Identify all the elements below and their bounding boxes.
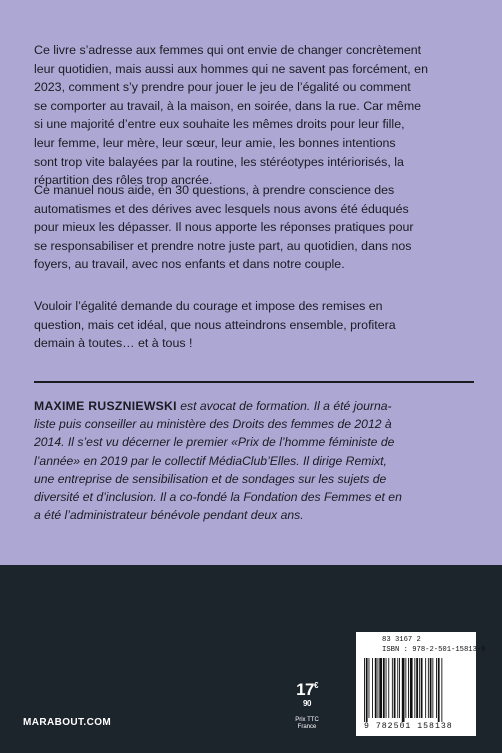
publisher-logo: MARABOUT.COM bbox=[23, 717, 112, 728]
price-value bbox=[290, 681, 324, 717]
barcode-bar bbox=[388, 658, 389, 718]
price-tag bbox=[290, 680, 324, 730]
blurb-paragraph-1 bbox=[34, 41, 474, 190]
blurb-line: foyers, au travail, avec nos enfants et dans notre couple. bbox=[34, 257, 345, 272]
author-name: MAXIME RUSZNIEWSKI bbox=[34, 399, 177, 413]
author-bio bbox=[34, 397, 474, 524]
barcode-bar bbox=[394, 658, 396, 718]
price-euros: 17 bbox=[296, 680, 314, 699]
barcode-bar bbox=[378, 658, 379, 718]
bio-line: 2014. Il s’est vu décerner le premier «Prix de l’homme féministe de bbox=[34, 435, 395, 450]
bio-line: une entreprise de sensibilisation et de sondages sur les sujets de bbox=[34, 471, 387, 486]
barcode-bar bbox=[397, 658, 398, 718]
barcode-bar bbox=[392, 658, 393, 718]
barcode-bar bbox=[438, 658, 440, 722]
barcode-bar bbox=[410, 658, 413, 718]
blurb-line: pour mieux les dépasser. Il nous apporte les réponses pratiques pour bbox=[34, 220, 414, 235]
barcode-bar bbox=[416, 658, 418, 718]
barcode-bar bbox=[421, 658, 423, 718]
barcode-bar bbox=[364, 658, 365, 722]
price-cents: 90 bbox=[303, 699, 311, 708]
blurb-line: Ce manuel nous aide, en 30 questions, à prendre conscience des bbox=[34, 183, 395, 197]
barcode-bar bbox=[386, 658, 387, 718]
barcode-bar bbox=[432, 658, 433, 718]
isbn-number: ISBN : 978-2-501-15813-8 bbox=[382, 646, 486, 654]
blurb-paragraph-3 bbox=[34, 297, 474, 353]
barcode-bar bbox=[402, 658, 405, 722]
blurb-line: leur quotidien, mais aussi aux hommes qui ne savent pas forcément, en bbox=[34, 61, 428, 76]
blurb-line: se responsabiliser et prendre notre juste part, au quotidien, dans nos bbox=[34, 238, 412, 253]
isbn-block bbox=[356, 632, 486, 736]
barcode-bar bbox=[405, 658, 406, 718]
isbn-reference: 83 3167 2 bbox=[382, 636, 421, 644]
price-label-country: France bbox=[297, 724, 317, 730]
barcode-bar bbox=[366, 658, 368, 722]
barcode-bar bbox=[399, 658, 400, 718]
barcode-bar bbox=[379, 658, 382, 718]
bio-line: diversité et d’inclusion. Il a co-fondé la Fondation des Femmes et en bbox=[34, 490, 402, 505]
barcode-bar bbox=[372, 658, 373, 718]
bio-line: l’année» en 2019 par le collectif MédiaClub’Elles. Il dirige Remixt, bbox=[34, 453, 387, 468]
barcode-bar bbox=[436, 658, 437, 718]
blurb-line: se comporter au travail, à la maison, en soirée, dans la rue. Car même bbox=[34, 98, 422, 113]
barcode-bar bbox=[425, 658, 426, 718]
blurb-line: sont trop vite balayées par la routine, les stéréotypes intériorisés, la bbox=[34, 154, 404, 169]
blurb-line: répartition des rôles trop ancrée. bbox=[34, 173, 213, 188]
price-currency: € bbox=[313, 681, 318, 690]
bio-line: a été l’administrateur bénévole pendant deux ans. bbox=[34, 508, 304, 523]
section-divider bbox=[34, 381, 474, 383]
barcode-bar bbox=[441, 658, 442, 722]
price-label-tax: Prix TTC bbox=[295, 717, 319, 723]
barcode-bar bbox=[414, 658, 415, 718]
barcode-bar bbox=[408, 658, 409, 718]
barcode-bar bbox=[430, 658, 432, 718]
barcode-bar bbox=[428, 658, 429, 718]
blurb-line: Vouloir l’égalité demande du courage et impose des remises en bbox=[34, 299, 383, 313]
barcode-bar bbox=[419, 658, 420, 718]
barcode-bar bbox=[375, 658, 377, 718]
blurb-paragraph-2 bbox=[34, 181, 474, 274]
blurb-line: si une majorité d’entre eux souhaite les mêmes droits pour leur fille, bbox=[34, 117, 405, 132]
barcode-digits: 9 782501 158138 bbox=[364, 722, 453, 731]
barcode-bar bbox=[383, 658, 385, 718]
bio-line: est avocat de formation. Il a été journa- bbox=[176, 399, 392, 413]
bio-line: liste puis conseiller au ministère des Droits des femmes de 2012 à bbox=[34, 417, 392, 432]
blurb-line: question, mais cet idéal, que nous atteindrons ensemble, profitera bbox=[34, 317, 396, 332]
barcode-bar bbox=[369, 658, 370, 718]
blurb-line: automatismes et des dérives avec lesquels nous avons été éduqués bbox=[34, 201, 409, 216]
blurb-line: Ce livre s’adresse aux femmes qui ont envie de changer concrètement bbox=[34, 43, 422, 57]
blurb-line: leur femme, leur mère, leur sœur, leur amie, les bonnes intentions bbox=[34, 135, 396, 150]
blurb-line: demain à toutes… et à tous ! bbox=[34, 336, 193, 351]
barcode-icon bbox=[362, 658, 470, 722]
blurb-line: 2023, comment s’y prendre pour jouer le jeu de l’égalité ou comment bbox=[34, 80, 411, 95]
